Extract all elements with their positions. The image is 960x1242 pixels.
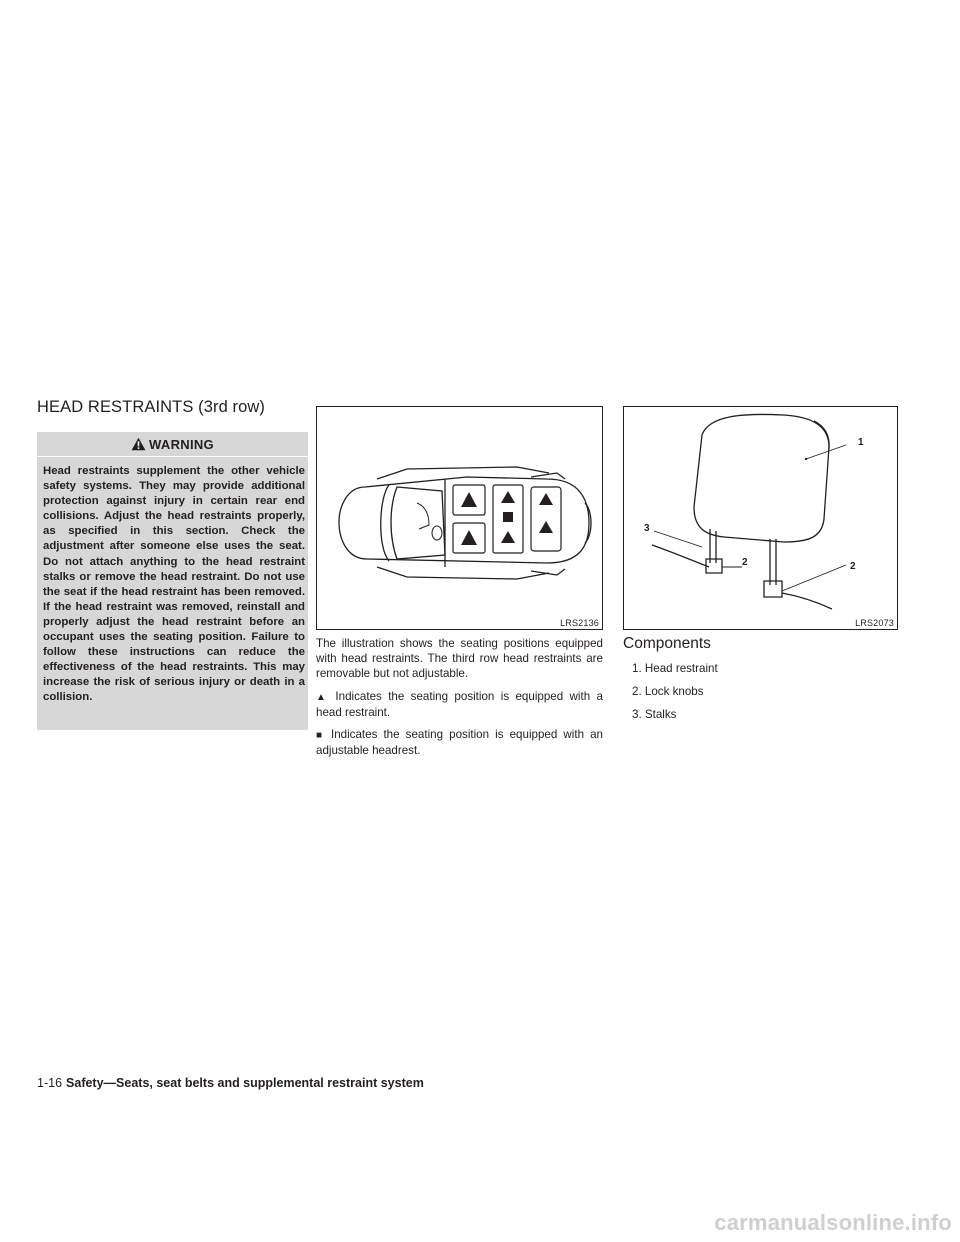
- square-legend: [316, 727, 603, 758]
- square-icon: ■: [316, 730, 325, 742]
- warning-title: WARNING: [149, 436, 214, 452]
- seat-markers: [453, 485, 561, 553]
- seating-description: [316, 636, 603, 765]
- vehicle-top-view-illustration: [317, 407, 602, 629]
- triangle-icon: ▲: [316, 691, 330, 703]
- warning-header: [37, 432, 308, 456]
- figure-label: LRS2073: [855, 618, 894, 628]
- triangle-legend-text: Indicates the seating position is equipped with a head restraint.: [316, 689, 603, 719]
- components-heading: Components: [623, 635, 711, 652]
- square-legend-text: Indicates the seating position is equipped with an adjustable headrest.: [316, 728, 603, 758]
- intro-paragraph: The illustration shows the seating positions equipped with head restraints. The third row head restraints are removable but not adjustable.: [316, 637, 603, 681]
- figure-label: LRS2136: [560, 618, 599, 628]
- seating-positions-figure: [316, 406, 603, 630]
- section-title: HEAD RESTRAINTS (3rd row): [37, 398, 266, 416]
- warning-text: Head restraints supplement the other vehicle safety systems. They may provide additional protection against injury in certain rear end collisions. Adjust the head restraints properly, as specified in this section. Check the adjustment after someone else uses the seat. Do not attach anything to the head restraint stalks or remove the head restraint. Do not use the seat if the head restraint has been removed. If the head restraint was removed, reinstall and properly adjust the head restraint before an occupant uses the seating position. Failure to follow these instructions can reduce the effectiveness of the head restraints. This may increase the risk of serious injury or death in a collision.: [43, 465, 305, 704]
- list-item: 2. Lock knobs: [632, 685, 704, 698]
- components-list: [632, 661, 718, 730]
- warning-triangle-icon: [131, 437, 146, 451]
- warning-box: [37, 432, 308, 730]
- watermark: carmanualsonline.info: [714, 1210, 952, 1235]
- callout-2-right: 2: [850, 561, 856, 572]
- callout-3: 3: [644, 523, 650, 534]
- callout-2-left: 2: [742, 557, 748, 568]
- head-restraint-figure: [623, 406, 898, 630]
- list-item: 3. Stalks: [632, 708, 677, 721]
- page-number: 1-16: [37, 1076, 63, 1090]
- triangle-legend: [316, 689, 603, 720]
- head-restraint-illustration: [624, 407, 897, 629]
- page-footer: [37, 1076, 424, 1090]
- warning-divider: [37, 456, 308, 457]
- list-item: 1. Head restraint: [632, 662, 718, 675]
- callout-1: 1: [858, 437, 864, 448]
- chapter-title: Safety—Seats, seat belts and supplemental restraint system: [66, 1076, 424, 1090]
